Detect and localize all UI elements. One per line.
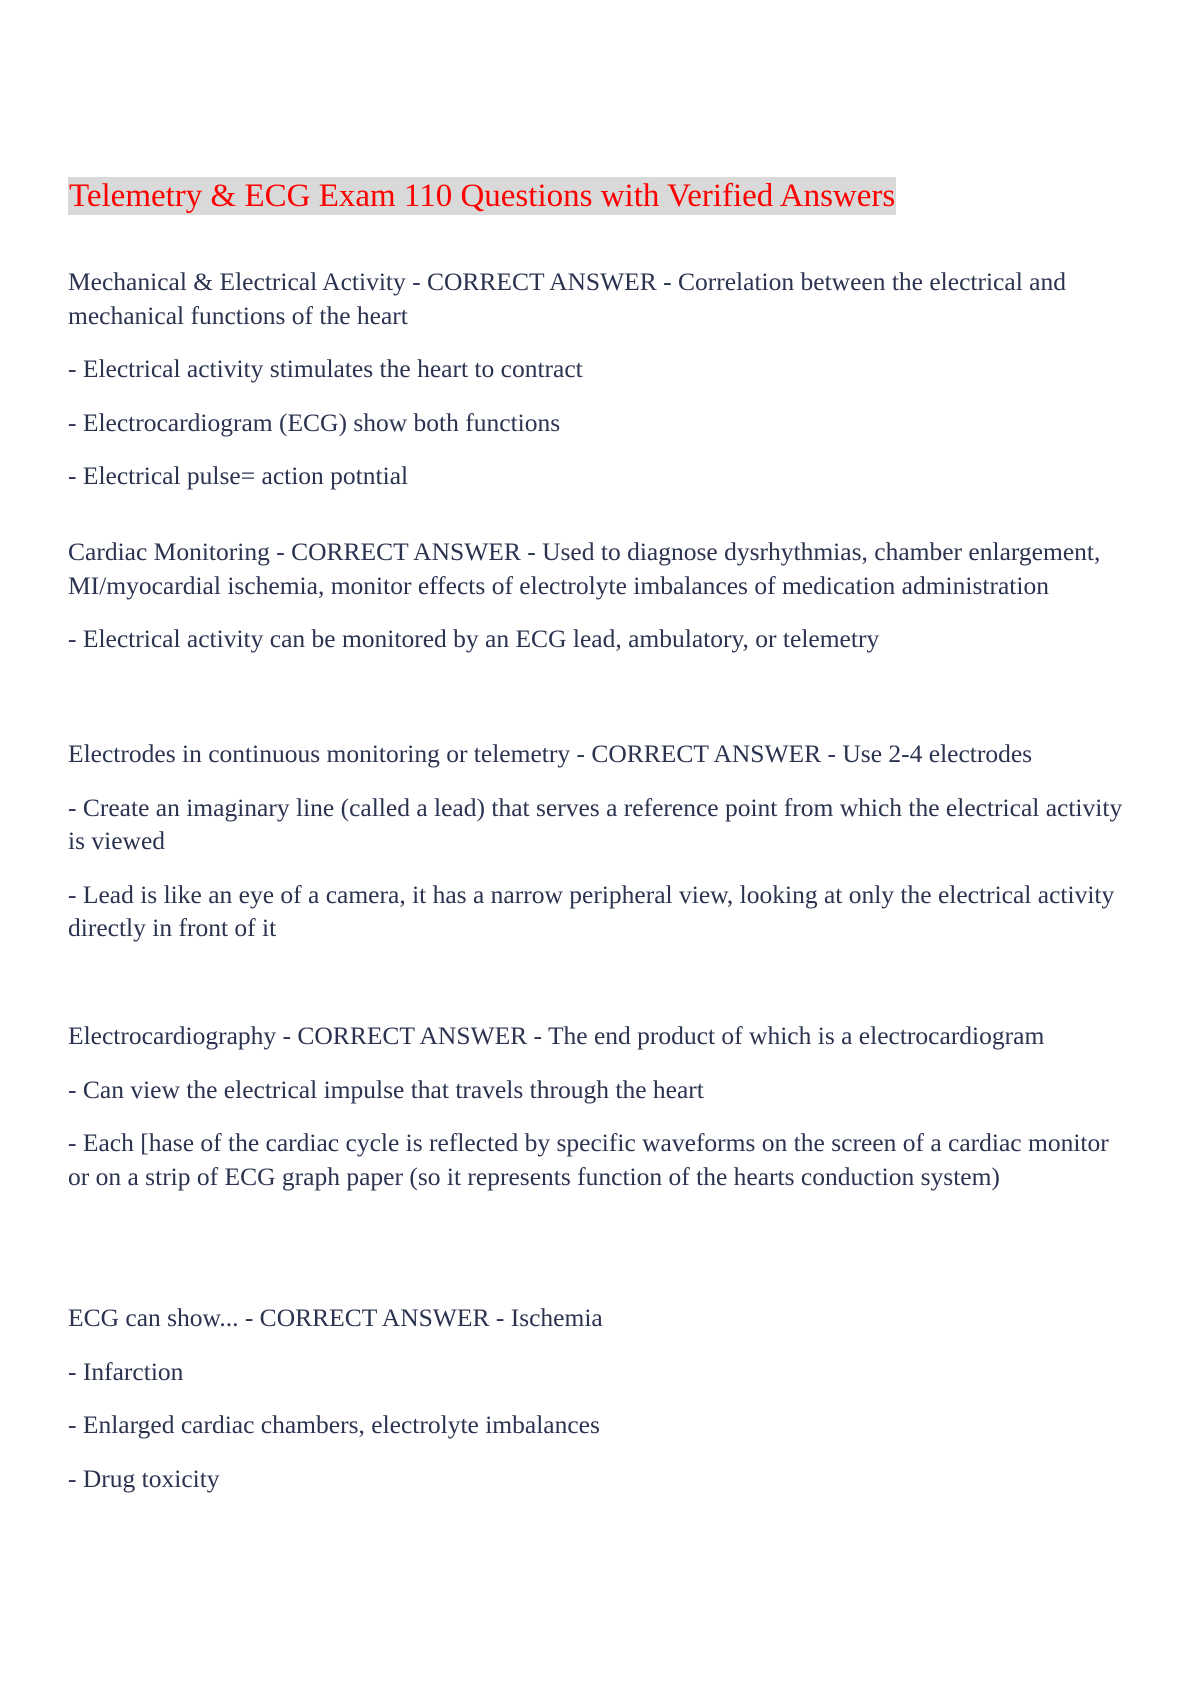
answer-point: - Enlarged cardiac chambers, electrolyte imbalances <box>68 1410 600 1439</box>
qa-section-cardiac-monitoring <box>68 535 1132 656</box>
answer-point: - Can view the electrical impulse that travels through the heart <box>68 1074 704 1104</box>
question-answer: Electrodes in continuous monitoring or telemetry - CORRECT ANSWER - Use 2-4 electrodes <box>68 739 1033 768</box>
document-title: Telemetry & ECG Exam 110 Questions with Verified Answers <box>69 178 896 214</box>
answer-point: - Each [hase of the cardiac cycle is reflected by specific waveforms on the screen of a cardiac monitor or on a strip of ECG graph paper (so it represents function of the hearts conduction system) <box>68 1128 1109 1191</box>
answer-point: - Drug toxicity <box>68 1463 220 1493</box>
answer-point: - Create an imaginary line (called a lead) that serves a reference point from which the electrical activity is viewed <box>68 792 1123 855</box>
question-answer: ECG can show... - CORRECT ANSWER - Ischemia <box>68 1303 603 1332</box>
qa-section-electrodes <box>68 737 1132 945</box>
qa-section-mechanical-electrical <box>68 265 1132 493</box>
answer-point: - Electrocardiogram (ECG) show both functions <box>68 407 561 437</box>
answer-point: - Electrical activity can be monitored by an ECG lead, ambulatory, or telemetry <box>68 624 880 653</box>
qa-section-electrocardiography <box>68 1019 1132 1193</box>
question-answer: Electrocardiography - CORRECT ANSWER - The end product of which is a electrocardiogram <box>68 1021 1045 1050</box>
answer-point: - Lead is like an eye of a camera, it has a narrow peripheral view, looking at only the electrical activity directly in front of it <box>68 879 1115 942</box>
question-answer: Cardiac Monitoring - CORRECT ANSWER - Used to diagnose dysrhythmias, chamber enlargement, MI/myocardial ischemia, monitor effects of electrolyte imbalances of medication administration <box>68 537 1101 600</box>
answer-point: - Electrical pulse= action potntial <box>68 461 409 490</box>
answer-point: - Electrical activity stimulates the heart to contract <box>68 354 583 383</box>
answer-point: - Infarction <box>68 1356 184 1386</box>
qa-section-ecg-can-show <box>68 1301 1132 1495</box>
question-answer: Mechanical & Electrical Activity - CORRECT ANSWER - Correlation between the electrical and mechanical functions of the heart <box>68 267 1066 330</box>
